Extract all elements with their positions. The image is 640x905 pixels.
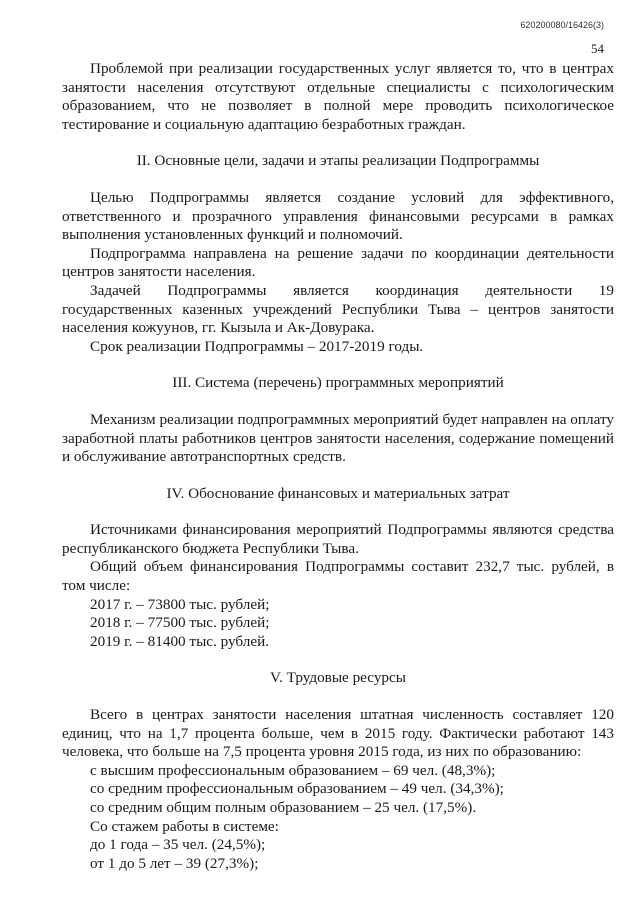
section-3-paragraph: Механизм реализации подпрограммных мероприятий будет направлен на оплату заработной платы работников центров занятости населения, содержание помещений и обслуживание автотранспортных средств.	[62, 410, 614, 466]
section-4-paragraph: Источниками финансирования мероприятий Подпрограммы являются средства республиканского бюджета Республики Тыва.	[62, 521, 614, 557]
experience-item: от 1 до 5 лет – 39 (27,3%);	[90, 854, 259, 872]
section-2-paragraph: Задачей Подпрограммы является координация деятельности 19 государственных казенных учреждений Республики Тыва – центров занятости населения кожуунов, гг. Кызыла и Ак-Довурака.	[62, 281, 614, 337]
section-2-paragraph: Целью Подпрограммы является создание условий для эффективного, ответственного и прозрачного управления финансовыми ресурсами в рамках выполнения установленных функций и полномочий.	[62, 188, 614, 244]
page-number: 54	[591, 41, 604, 56]
education-item: со средним общим полным образованием – 25 чел. (17,5%).	[90, 799, 477, 816]
section-2-paragraph: Подпрограмма направлена на решение задачи по координации деятельности центров занятости населения.	[62, 244, 614, 281]
section-2-title: II. Основные цели, задачи и этапы реализации Подпрограммы	[136, 152, 540, 170]
page-content	[62, 60, 614, 873]
education-item: со средним профессиональным образованием – 49 чел. (34,3%);	[90, 780, 504, 798]
section-4-paragraph: Общий объем финансирования Подпрограммы составит 232,7 тыс. рублей, в том числе:	[62, 558, 614, 595]
section-4-title: IV. Обоснование финансовых и материальных затрат	[166, 484, 510, 502]
funding-item: 2017 г. – 73800 тыс. рублей;	[90, 595, 270, 613]
funding-item: 2018 г. – 77500 тыс. рублей;	[90, 614, 270, 632]
section-5-title: V. Трудовые ресурсы	[270, 669, 406, 687]
education-item: с высшим профессиональным образованием – 69 чел. (48,3%);	[90, 761, 496, 779]
section-3-title: III. Система (перечень) программных мероприятий	[172, 374, 504, 392]
experience-item: до 1 года – 35 чел. (24,5%);	[90, 836, 266, 854]
intro-paragraph: Проблемой при реализации государственных услуг является то, что в центрах занятости населения отсутствуют отдельные специалисты с психологическим образованием, что не позволяет в полной мере проводить психологическое тестирование и социальную адаптацию безработных граждан.	[62, 60, 614, 133]
experience-title: Со стажем работы в системе:	[90, 817, 279, 835]
funding-item: 2019 г. – 81400 тыс. рублей.	[90, 632, 269, 650]
document-id: 620200080/16426(3)	[520, 20, 604, 30]
section-5-paragraph: Всего в центрах занятости населения штатная численность составляет 120 единиц, что на 1,7 процента больше, чем в 2015 году. Фактически работают 143 человека, что больше на 7,5 процента уровня 2015 года, из них по образованию:	[62, 706, 614, 761]
section-2-paragraph: Срок реализации Подпрограммы – 2017-2019 годы.	[90, 337, 424, 355]
